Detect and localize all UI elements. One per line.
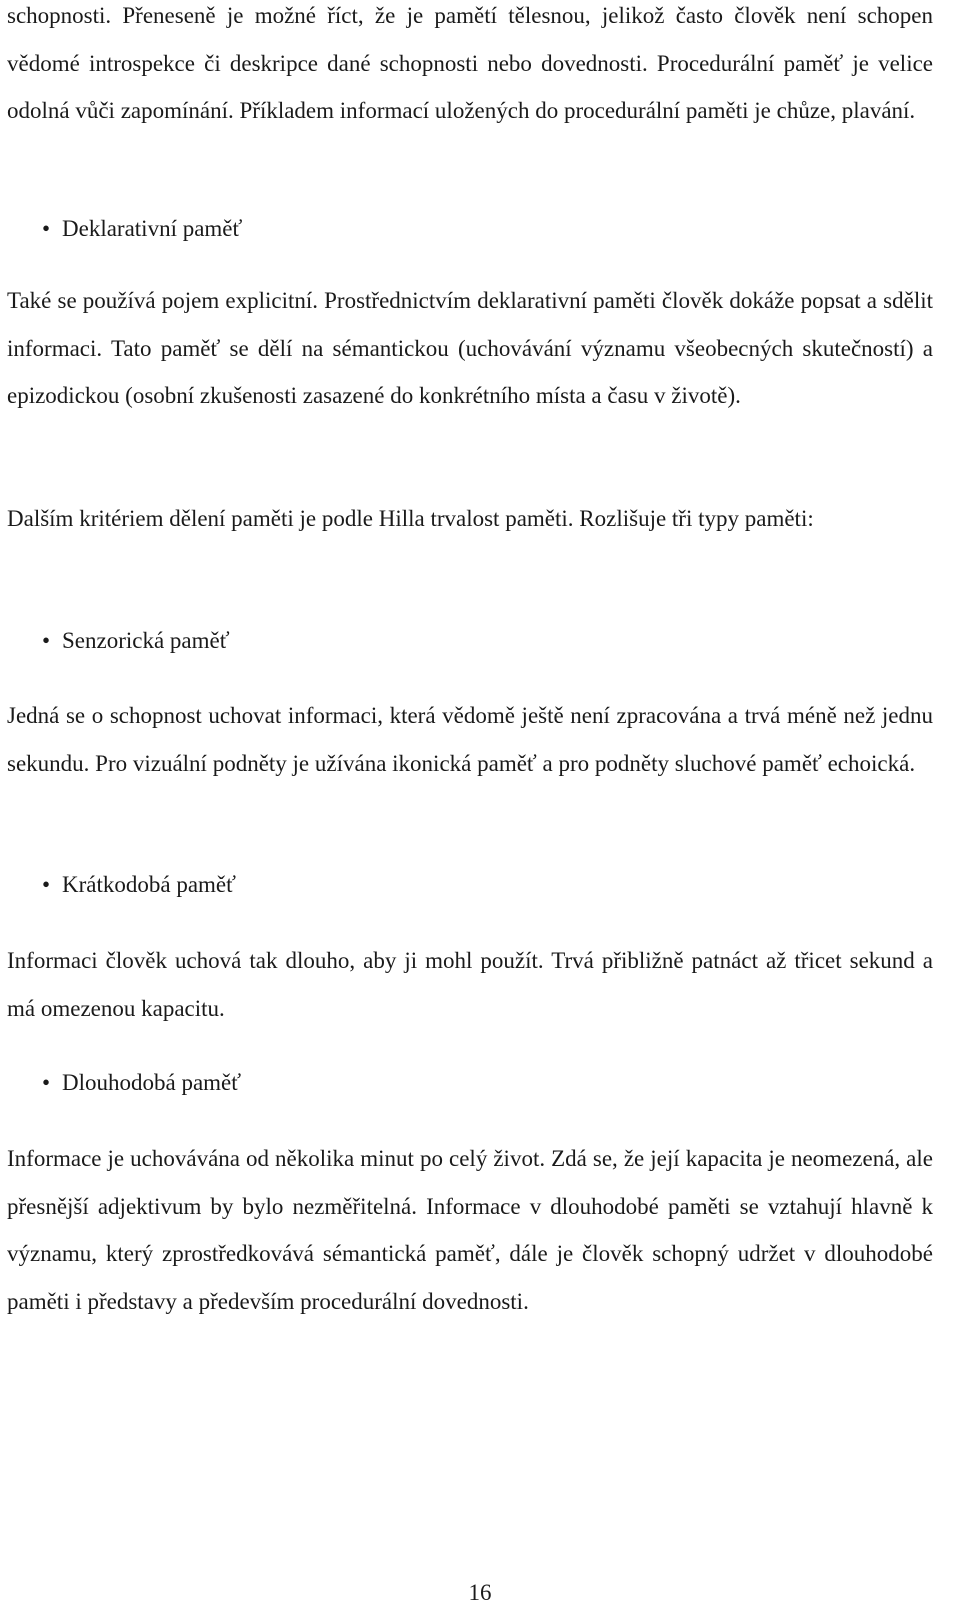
bullet-label: Dlouhodobá paměť — [62, 1070, 242, 1095]
bullet-icon: • — [42, 872, 51, 897]
bullet-icon: • — [42, 216, 51, 241]
paragraph-long-term-memory: Informace je uchovávána od několika minut po celý život. Zdá se, že její kapacita je neomezená, ale přesnější adjektivum by bylo nezměřitelná. Informace v dlouhodobé paměti se vztahují hlavně k významu, který zprostředkovává sémantická paměť, dále je člověk schopný udržet v dlouhodobé paměti i představy a především procedurální dovednosti. — [7, 1146, 933, 1314]
bullet-label: Senzorická paměť — [62, 628, 230, 653]
paragraph-declarative-memory: Také se používá pojem explicitní. Prostřednictvím deklarativní paměti člověk dokáže popsat a sdělit informaci. Tato paměť se dělí na sémantickou (uchovávání významu všeobecných skutečností) a epizodickou (osobní zkušenosti zasazené do konkrétního místa a času v životě). — [7, 288, 933, 408]
bullet-icon: • — [42, 628, 51, 653]
paragraph-procedural-memory: schopnosti. Přeneseně je možné říct, že je pamětí tělesnou, jelikož často člověk není schopen vědomé introspekce či deskripce dané schopnosti nebo dovednosti. Procedurální paměť je velice odolná vůči zapomínání. Příkladem informací uložených do procedurální paměti je chůze, plavání. — [7, 3, 933, 123]
paragraph-sensory-memory: Jedná se o schopnost uchovat informaci, která vědomě ještě není zpracována a trvá méně než jednu sekundu. Pro vizuální podněty je užívána ikonická paměť a pro podněty sluchové paměť echoická. — [7, 703, 933, 776]
paragraph-memory-types-intro: Dalším kritériem dělení paměti je podle Hilla trvalost paměti. Rozlišuje tři typy paměti: — [7, 506, 814, 531]
bullet-icon: • — [42, 1070, 51, 1095]
bullet-short-term-memory — [42, 861, 236, 909]
page-number: 16 — [468, 1580, 492, 1605]
bullet-declarative-memory — [42, 205, 242, 253]
bullet-long-term-memory — [42, 1059, 241, 1107]
paragraph-short-term-memory: Informaci člověk uchová tak dlouho, aby ji mohl použít. Trvá přibližně patnáct až třicet sekund a má omezenou kapacitu. — [7, 948, 933, 1021]
bullet-sensory-memory — [42, 617, 230, 665]
bullet-label: Deklarativní paměť — [62, 216, 243, 241]
bullet-label: Krátkodobá paměť — [62, 872, 236, 897]
